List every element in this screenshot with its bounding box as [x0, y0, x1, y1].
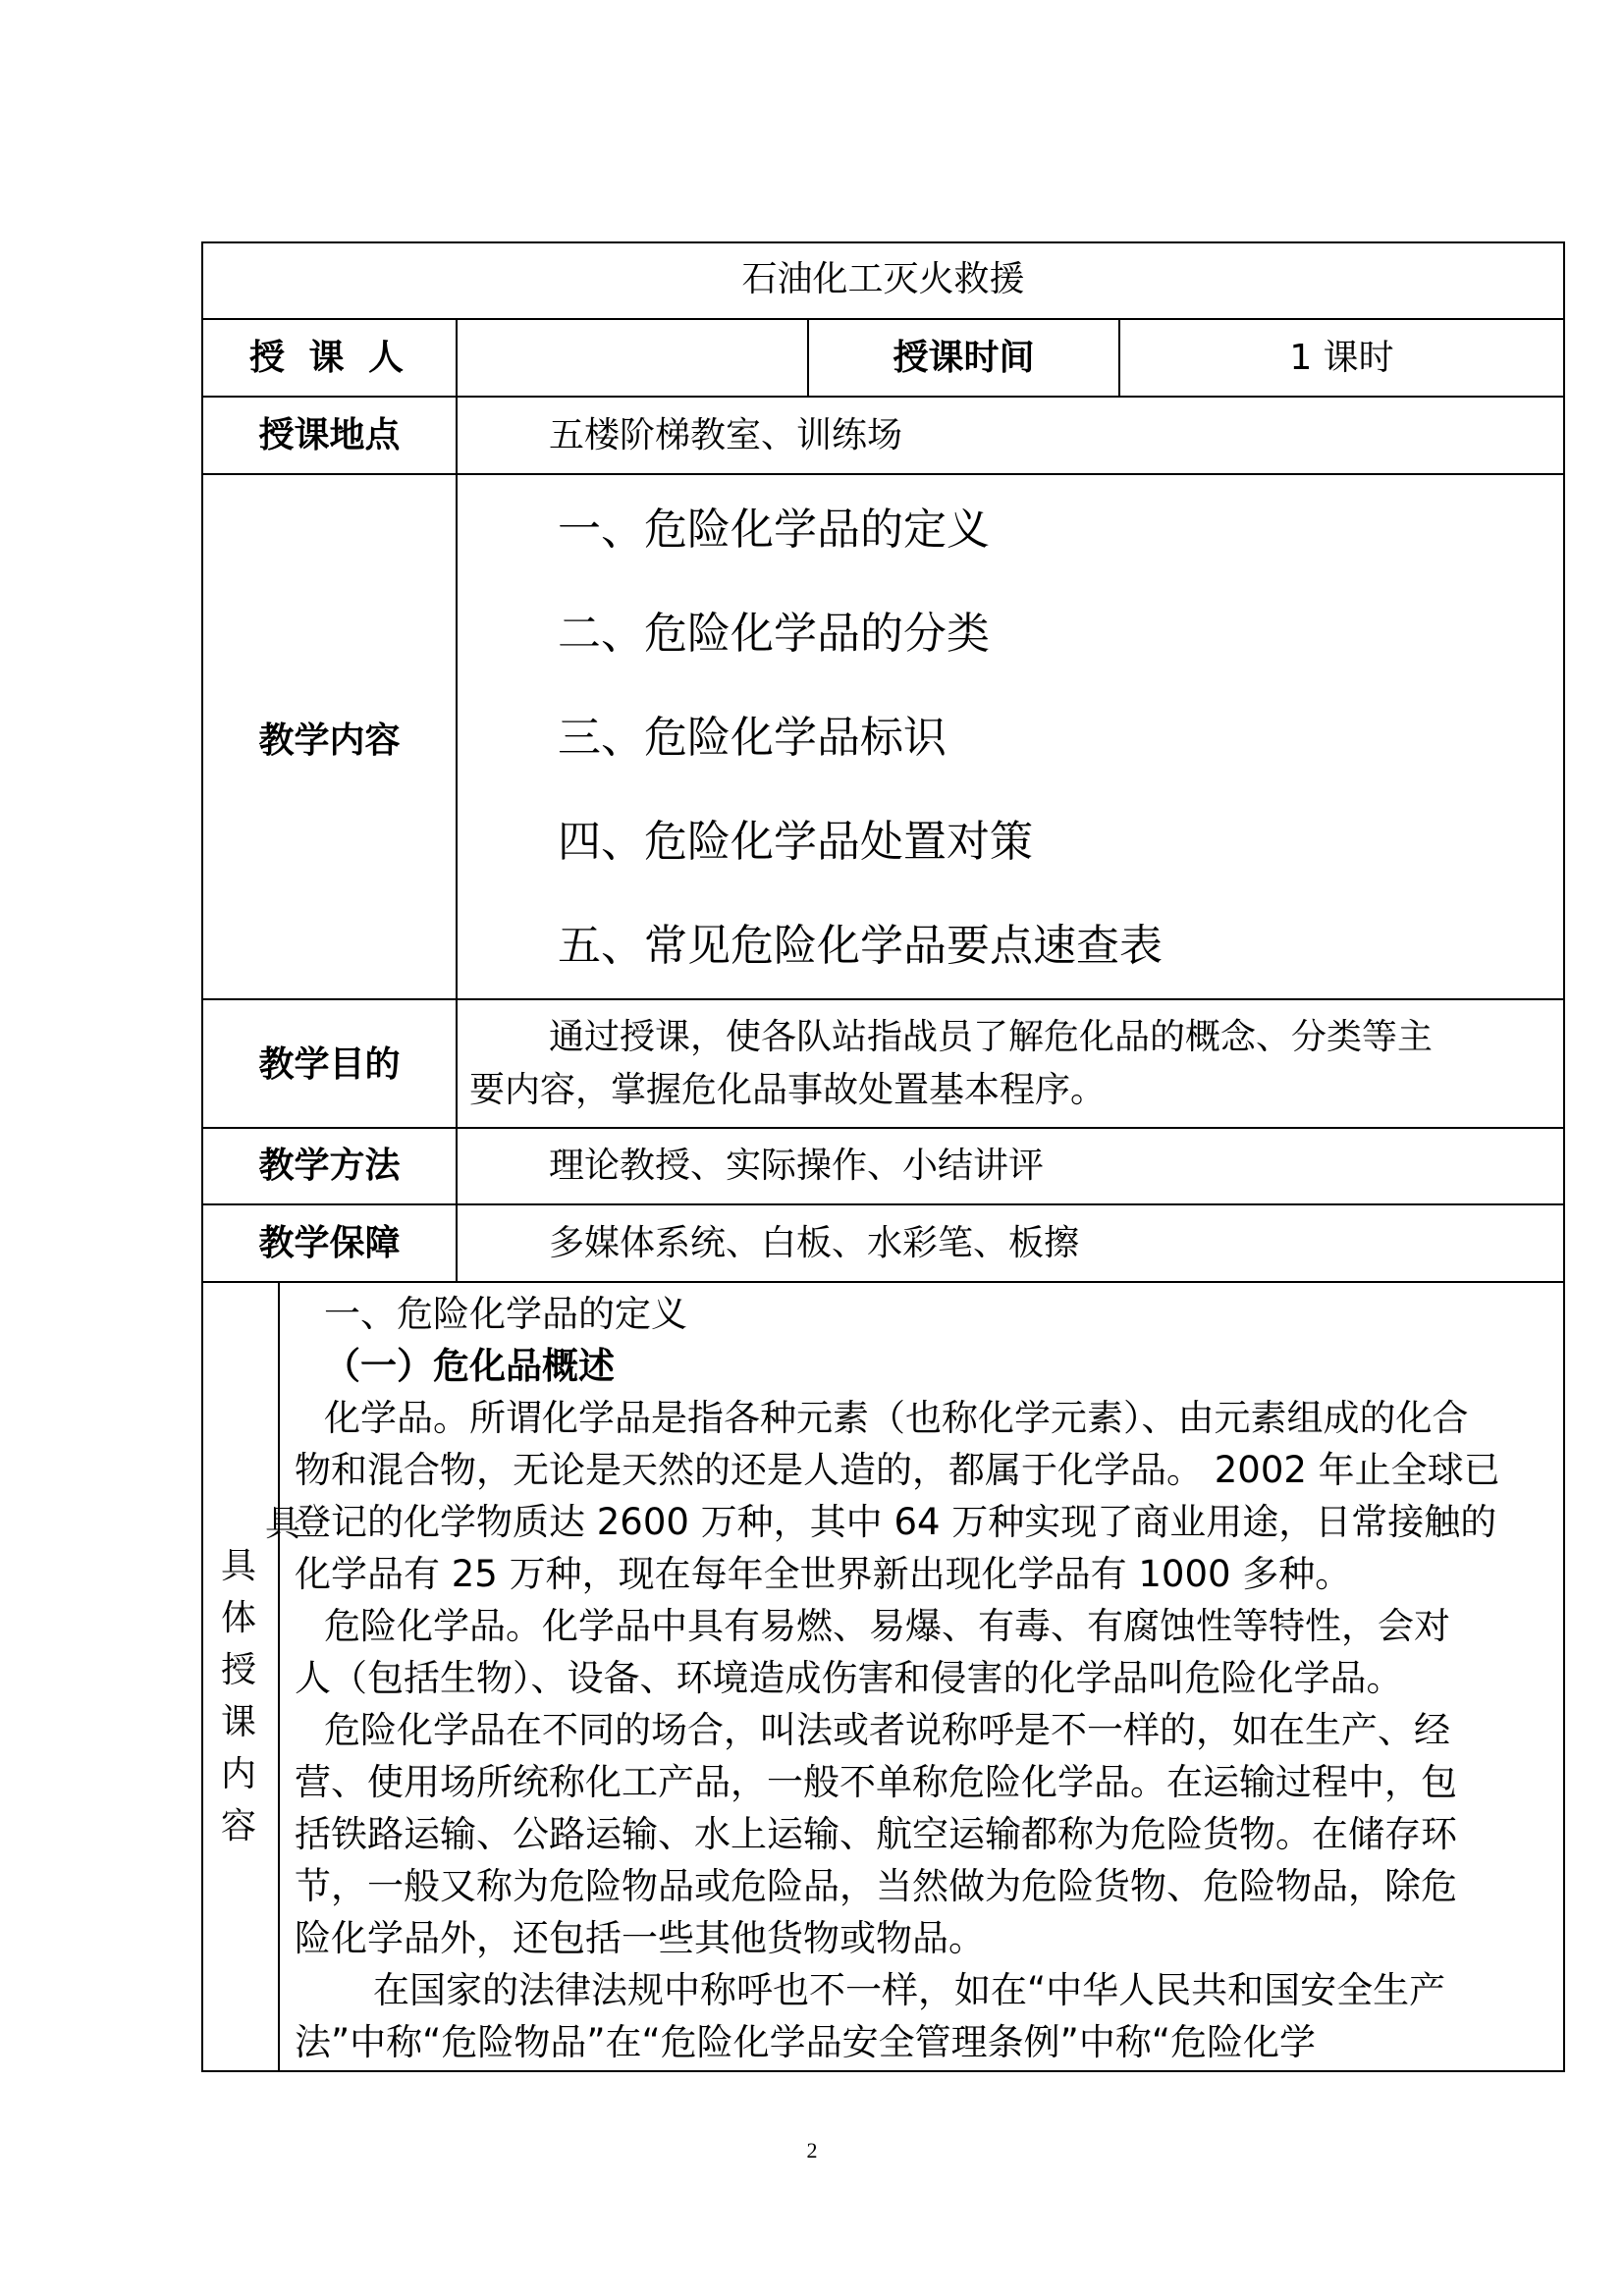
- method-value: 理论教授、实际操作、小结讲评: [549, 1146, 1045, 1186]
- support-value: 多媒体系统、白板、水彩笔、板擦: [549, 1223, 1080, 1263]
- purpose-line: 要内容，掌握危化品事故处置基本程序。: [469, 1070, 1107, 1110]
- detail-line: 节，一般又称为危险物品或危险品，当然做为危险货物、危险物品，除危: [295, 1865, 1457, 1907]
- detail-label-char: 内: [220, 1754, 256, 1794]
- content-item: 一、危险化学品的定义: [558, 505, 990, 555]
- purpose-label: 教学目的: [258, 1044, 401, 1085]
- border-label-column: [456, 318, 458, 1283]
- detail-line: 化学品有 25 万种，现在每年全世界新出现化学品有 1000 多种。: [295, 1553, 1352, 1595]
- detail-line: 危险化学品在不同的场合，叫法或者说称呼是不一样的，如在生产、经: [324, 1709, 1450, 1751]
- detail-line: 登记的化学物质达 2600 万种，其中 64 万种实现了商业用途，日常接触的: [295, 1501, 1497, 1543]
- page-number: 2: [806, 2138, 818, 2163]
- content-item: 五、常见危险化学品要点速查表: [558, 921, 1163, 971]
- detail-label-char: 课: [220, 1702, 256, 1742]
- detail-line: 险化学品外，还包括一些其他货物或物品。: [295, 1917, 985, 1959]
- content-item: 二、危险化学品的分类: [558, 609, 990, 659]
- content-item: 三、危险化学品标识: [558, 713, 947, 763]
- detail-line: 化学品。所谓化学品是指各种元素（也称化学元素）、由元素组成的化合: [324, 1397, 1469, 1439]
- border-bottom: [201, 2070, 1565, 2072]
- location-value: 五楼阶梯教室、训练场: [549, 415, 903, 455]
- detail-line: 括铁路运输、公路运输、水上运输、航空运输都称为危险货物。在储存环: [295, 1813, 1457, 1855]
- time-value: 1 课时: [1289, 338, 1394, 378]
- detail-line: 危险化学品。化学品中具有易燃、易爆、有毒、有腐蚀性等特性，会对: [324, 1605, 1450, 1647]
- border-row4: [201, 998, 1565, 1000]
- purpose-line: 通过授课，使各队站指战员了解危化品的概念、分类等主: [549, 1017, 1434, 1057]
- detail-label-char: 具: [220, 1546, 256, 1586]
- border-detail-label: [278, 1281, 280, 2072]
- detail-line: 法”中称“危险物品”在“危险化学品安全管理条例”中称“危险化学: [295, 2021, 1317, 2063]
- detail-label-char: 体: [220, 1598, 256, 1638]
- border-top: [201, 241, 1565, 243]
- border-row3: [201, 473, 1565, 475]
- detail-subheading: （一）危化品概述: [324, 1345, 615, 1387]
- location-label: 授课地点: [258, 415, 401, 455]
- border-right: [1563, 241, 1565, 2072]
- detail-line: 物和混合物，无论是天然的还是人造的，都属于化学品。 2002 年止全球已: [295, 1449, 1500, 1491]
- content-label: 教学内容: [258, 721, 401, 761]
- detail-stray-char: 具: [265, 1504, 301, 1544]
- teacher-label: 授 课 人: [248, 338, 410, 378]
- border-row1: [201, 318, 1565, 320]
- detail-label-char: 授: [220, 1650, 256, 1690]
- border-row5: [201, 1127, 1565, 1129]
- detail-heading: 一、危险化学品的定义: [324, 1293, 687, 1335]
- detail-line: 在国家的法律法规中称呼也不一样，如在“中华人民共和国安全生产: [373, 1969, 1446, 2011]
- detail-line: 营、使用场所统称化工产品，一般不单称危险化学品。在运输过程中，包: [295, 1761, 1457, 1803]
- content-item: 四、危险化学品处置对策: [558, 817, 1033, 867]
- border-row7: [201, 1281, 1565, 1283]
- time-label: 授课时间: [893, 338, 1035, 378]
- table-title: 石油化工灭火救援: [741, 259, 1025, 299]
- border-row2: [201, 396, 1565, 398]
- border-row6: [201, 1203, 1565, 1205]
- detail-line: 人（包括生物）、设备、环境造成伤害和侵害的化学品叫危险化学品。: [295, 1657, 1403, 1699]
- method-label: 教学方法: [258, 1146, 401, 1186]
- support-label: 教学保障: [258, 1223, 401, 1263]
- detail-label-char: 容: [220, 1806, 256, 1846]
